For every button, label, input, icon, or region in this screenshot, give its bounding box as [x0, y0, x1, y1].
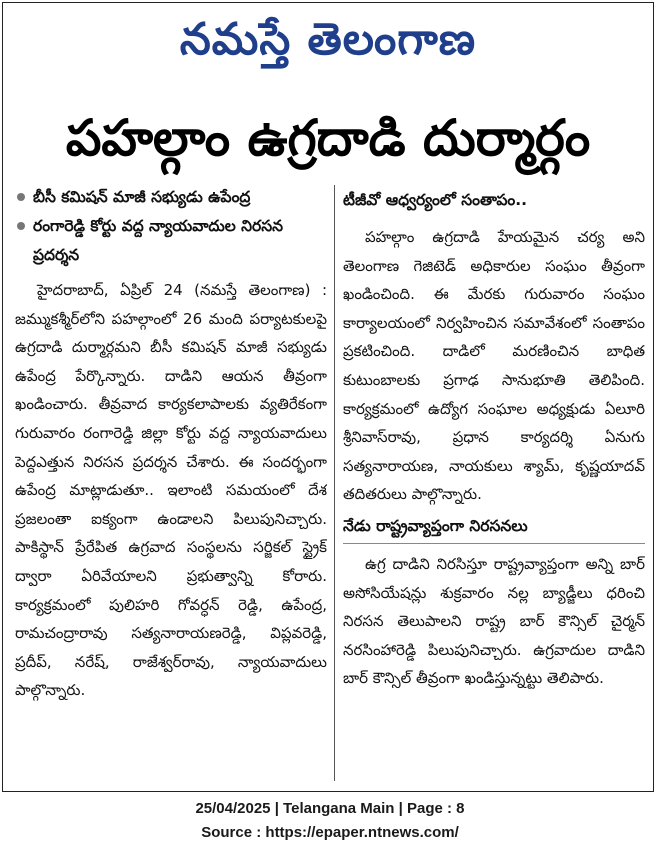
column-divider: [334, 185, 335, 781]
article-headline: పహల్గాం ఉగ్రదాడి దుర్మార్గం: [65, 108, 591, 167]
summary-bullets: [15, 183, 327, 270]
footer-date-page: 25/04/2025 | Telangana Main | Page : 8: [195, 800, 465, 817]
section-body-protests: ఉగ్ర దాడిని నిరసిస్తూ రాష్ట్రవ్యాప్తంగా అన్ని బార్ అసోసియేషన్లు శుక్రవారం నల్ల బ్యాడ్జీలు ధరించి నిరసన తెలుపాలని రాష్ట్ర బార్ కౌన్సిల్ చైర్మన్ నరసింహారెడ్డి పిలుపునిచ్చారు. ఉగ్రవాదుల దాడిని బార్ కౌన్సిల్ తీవ్రంగా ఖండిస్తున్నట్టు తెలిపారు.: [343, 554, 645, 688]
bullet-item: [15, 212, 327, 270]
section-title-tgo: టీజీవో ఆధ్వర్యంలో సంతాపం..: [343, 191, 528, 209]
right-column: [343, 183, 645, 785]
left-column: [15, 183, 327, 785]
bullet-dot-icon: [17, 222, 25, 230]
left-article-body: హైదరాబాద్, ఏప్రిల్ 24 (నమస్తే తెలంగాణ) : జమ్ముకశ్మీర్‌లోని పహల్గాంలో 26 మంది పర్యాటకులపై ఉగ్రదాడి దుర్మార్గమని బీసీ కమిషన్ మాజీ సభ్యుడు ఉపేంద్ర పేర్కొన్నారు. దాడిని ఆయన తీవ్రంగా ఖండించారు. తీవ్రవాద కార్యకలాపాలకు వ్యతిరేకంగా గురువారం రంగారెడ్డి జిల్లా కోర్టు వద్ద న్యాయవాదులు పెద్దఎత్తున నిరసన ప్రదర్శన చేశారు. ఈ సందర్భంగా ఉపేంద్ర మాట్లాడుతూ.. ఇలాంటి సమయంలో దేశ ప్రజలంతా ఐక్యంగా ఉండాలని పిలుపునిచ్చారు. పాకిస్థాన్ ప్రేరేపిత ఉగ్రవాద సంస్థలను సర్జికల్ స్ట్రైక్ ద్వారా ఏరివేయాలని ప్రభుత్వాన్ని కోరారు. కార్యక్రమంలో పులిహరి గోవర్ధన్ రెడ్డి, ఉపేంద్ర, రామచంద్రారావు సత్యనారాయణరెడ్డి, విప్లవరెడ్డి, ప్రదీప్, నరేష్, రాజేశ్వర్‌రావు, న్యాయవాదులు పాల్గొన్నారు.: [15, 281, 327, 700]
footer-source: Source : https://epaper.ntnews.com/: [201, 824, 459, 841]
bullet-text: రంగారెడ్డి కోర్టు వద్ద న్యాయవాదుల నిరసన ప్రదర్శన: [33, 217, 283, 264]
bullet-text: బీసీ కమిషన్ మాజీ సభ్యుడు ఉపేంద్ర: [33, 188, 251, 206]
section-title-protests: నేడు రాష్ట్రవ్యాప్తంగా నిరసనలు: [343, 513, 645, 544]
newspaper-masthead: నమస్తే తెలంగాణ: [179, 14, 477, 65]
bullet-dot-icon: [17, 193, 25, 201]
section-body-tgo: పహల్గాం ఉగ్రదాడి హేయమైన చర్య అని తెలంగాణ గెజిటెడ్ అధికారుల సంఘం తీవ్రంగా ఖండించింది. ఈ మేరకు గురువారం సంఘం కార్యాలయంలో నిర్వహించిన సమావేశంలో సంతాపం ప్రకటించింది. దాడిలో మరణించిన బాధిత కుటుంబాలకు ప్రగాఢ సానుభూతి తెలిపింది. కార్యక్రమంలో ఉద్యోగ సంఘాల అధ్యక్షుడు ఏలూరి శ్రీనివాస్‌రావు, ప్రధాన కార్యదర్శి ఏనుగు సత్యనారాయణ, నాయకులు శ్యామ్, కృష్ణయాదవ్ తదితరులు పాల్గొన్నారు.: [343, 228, 645, 504]
news-clipping: [2, 2, 654, 792]
bullet-item: [15, 183, 327, 212]
